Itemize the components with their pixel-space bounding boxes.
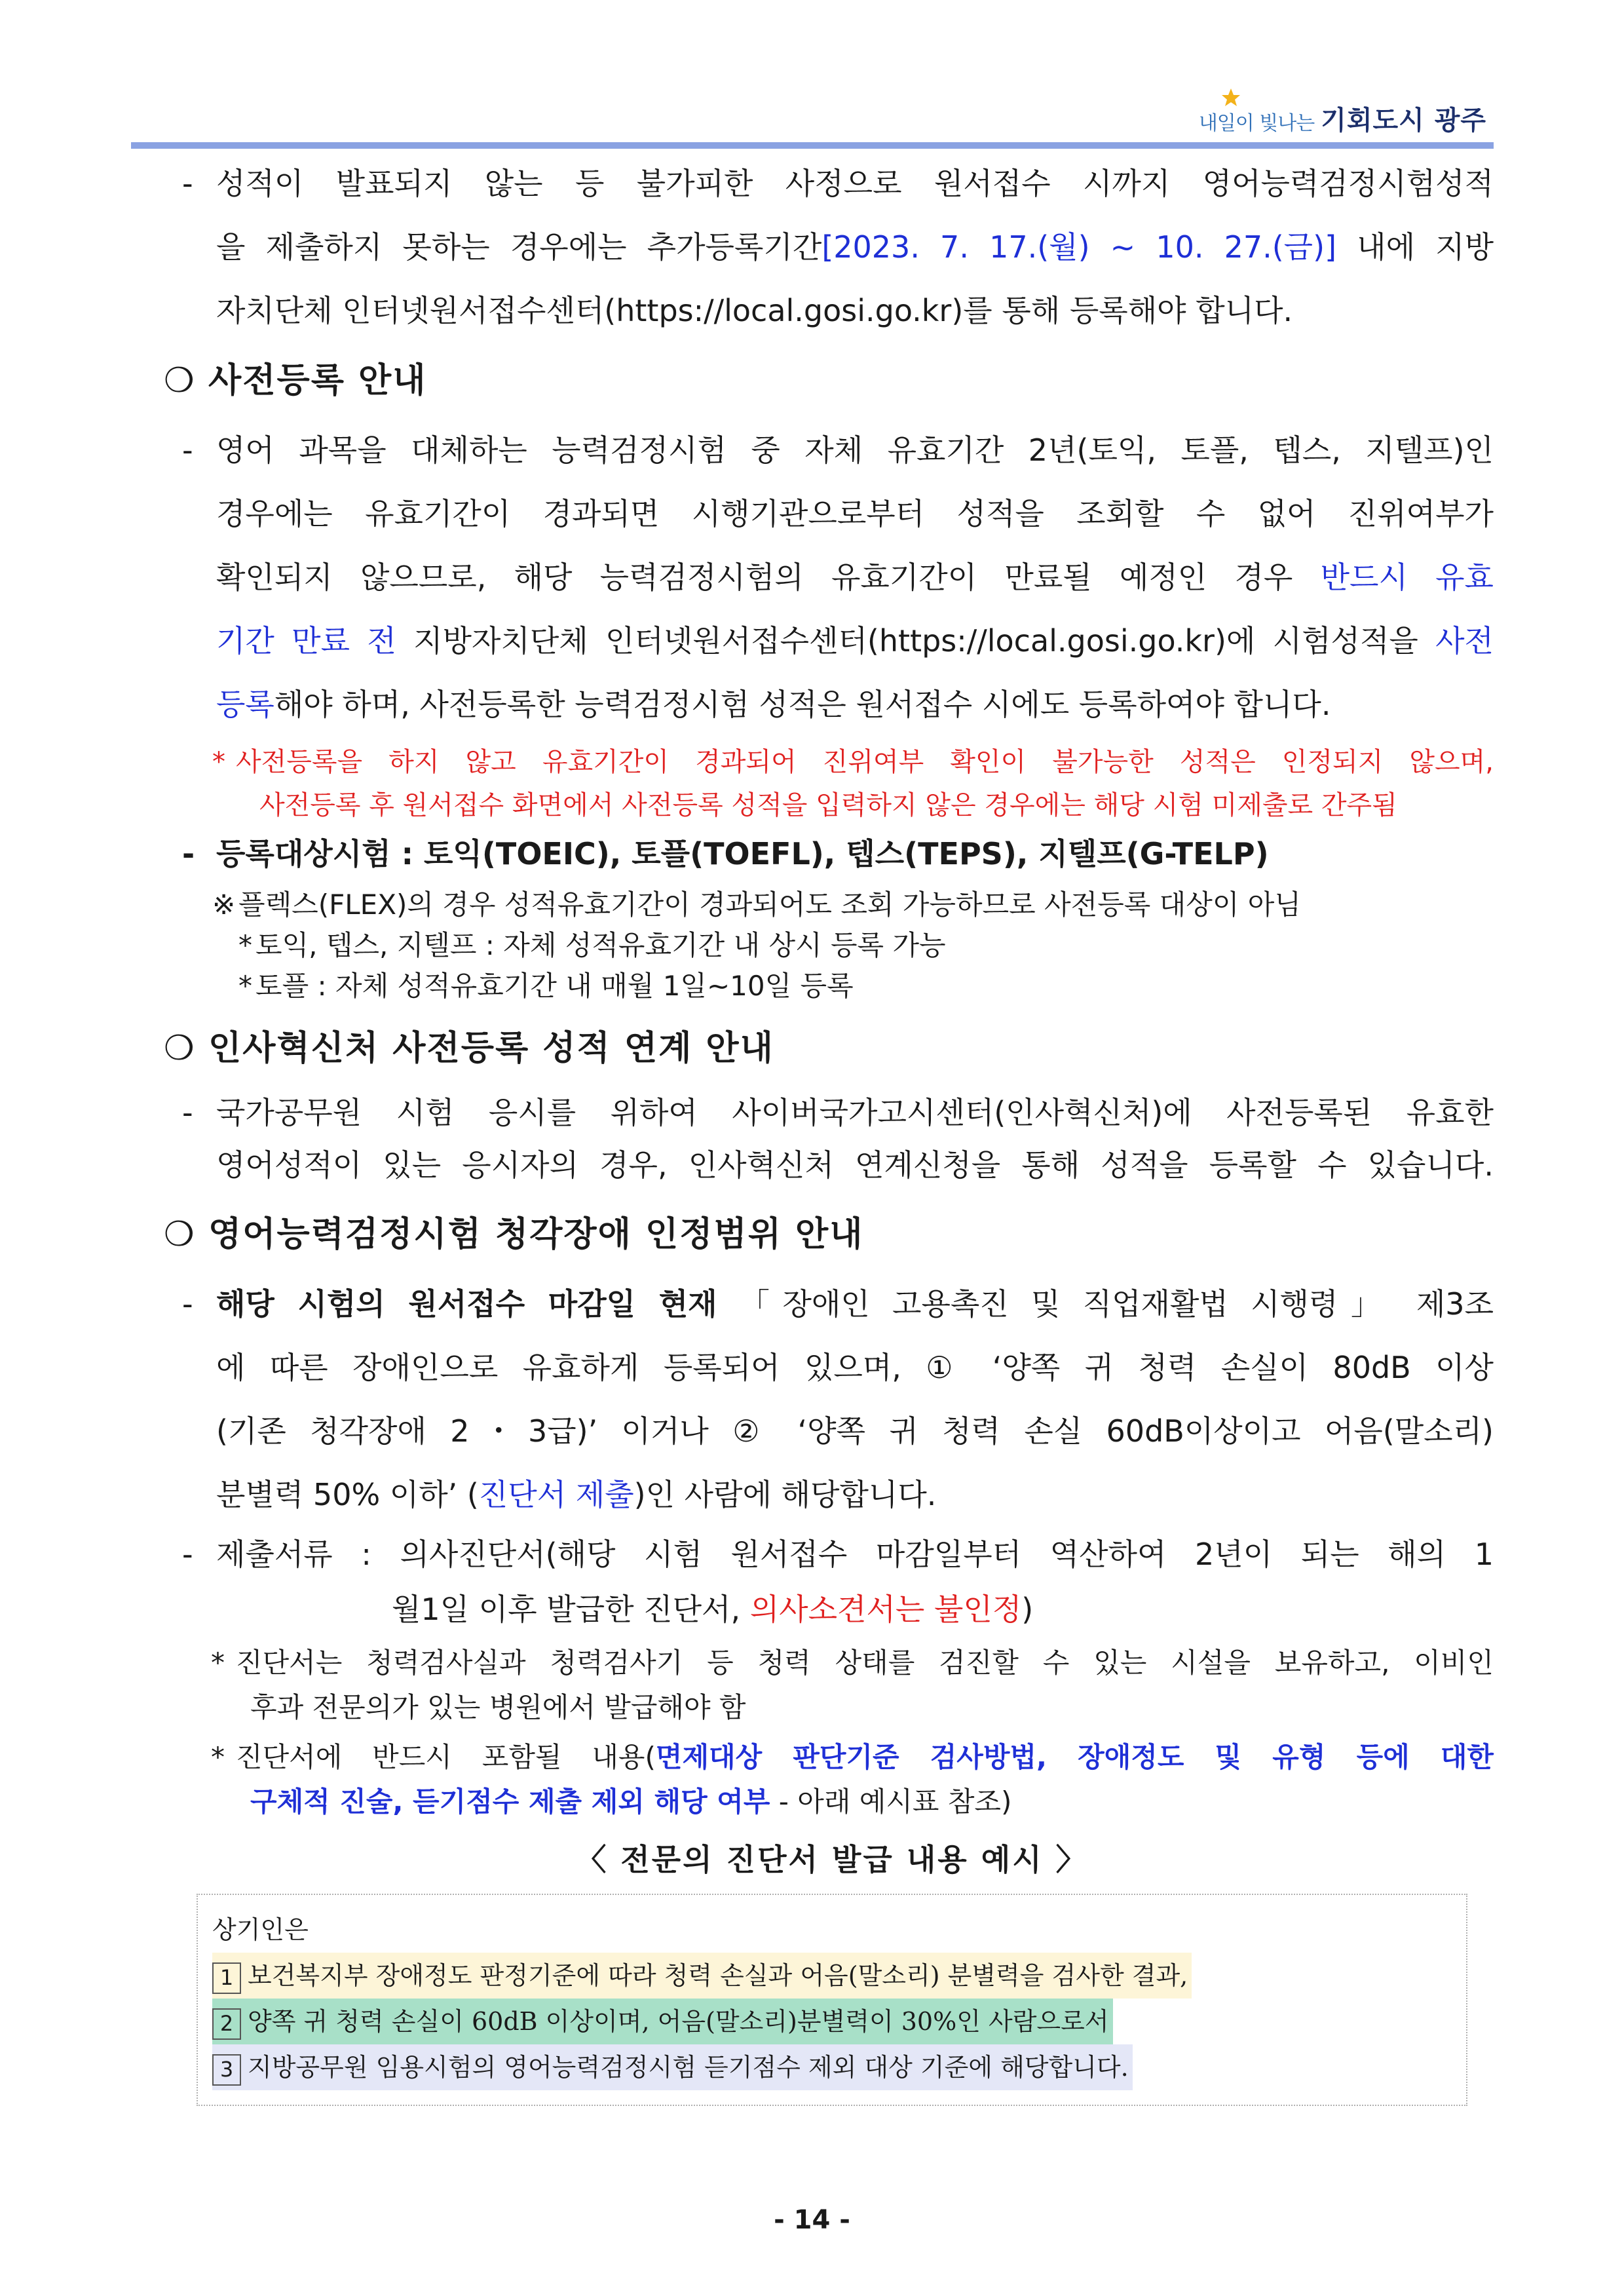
text-line: 등록해야 하며, 사전등록한 능력검정시험 성적은 원서접수 시에도 등록하여야 합니다. [216, 687, 1331, 722]
text-line: 영어 과목을 대체하는 능력검정시험 중 자체 유효기간 2년(토익, 토플, 텝스, 지텔프)인 [216, 432, 1494, 468]
reference-flex: ※ 플렉스(FLEX)의 경우 성적유효기간이 경과되어도 조회 가능하므로 사전등록 대상이 아님 [212, 889, 1301, 921]
paragraph-hearing-criteria: - 해당 시험의 원서접수 마감일 현재 「장애인 고용촉진 및 직업재활법 시행령」 제3조 에 따른 장애인으로 유효하게 등록되어 있으며, ① ‘양쪽 귀 청력 손실이 80dB 이상 (기존 청각장애 2・3급)’ 이거나 ② ‘양쪽 귀 청력 손실 60dB이상이고 어음(말소리) 분별력 50% 이하’ (진단서 제출)인 사람에 해당합니다. [182, 1286, 1494, 1512]
note-certificate-hospital: * 진단서는 청력검사실과 청력검사기 등 청력 상태를 검진할 수 있는 시설을 보유하고, 이비인 후과 전문의가 있는 병원에서 발급해야 함 [211, 1647, 1494, 1723]
section-heading-linkage: ❍ 인사혁신처 사전등록 성적 연계 안내 [164, 1028, 774, 1068]
text-line: 경우에는 유효기간이 경과되면 시행기관으로부터 성적을 조회할 수 없어 진위여부가 [216, 496, 1494, 531]
text-line: 자치단체 인터넷원서접수센터(https://local.gosi.go.kr)를 통해 등록해야 합니다. [216, 293, 1293, 328]
star-icon [1221, 88, 1241, 107]
registration-period: [2023. 7. 17.(월) ~ 10. 27.(금)] [821, 229, 1337, 265]
reference-toefl: * 토플 : 자체 성적유효기간 내 매월 1일~10일 등록 [238, 970, 854, 1002]
registration-target-exams: - 등록대상시험 : 토익(TOEIC), 토플(TOEFL), 텝스(TEPS), 지텔프(G-TELP) [182, 836, 1269, 871]
reference-toeic: * 토익, 텝스, 지텔프 : 자체 성적유효기간 내 상시 등록 가능 [238, 929, 946, 961]
dash-marker: - [182, 166, 193, 201]
paragraph-preregistration [170, 419, 1494, 737]
reference-notes [170, 885, 1494, 1006]
header-slogan: 내일이 빛나는 [1198, 112, 1315, 135]
text-line: 기간 만료 전 지방자치단체 인터넷원서접수센터(https://local.gosi.go.kr)에 시험성적을 사전 [216, 623, 1494, 659]
example-item-2: 2 양쪽 귀 청력 손실이 60dB 이상이며, 어음(말소리)분별력이 30%인 사람으로서 [212, 1999, 1452, 2044]
example-caption: 〈 전문의 진단서 발급 내용 예시 〉 [576, 1842, 1088, 1877]
text-line: 성적이 발표되지 않는 등 불가피한 사정으로 원서접수 시까지 영어능력검정시험성적 [216, 166, 1494, 201]
example-item-3: 3 지방공무원 임용시험의 영어능력검정시험 듣기점수 제외 대상 기준에 해당합니다. [212, 2044, 1452, 2090]
header-divider [131, 142, 1494, 149]
paragraph-linkage: - 국가공무원 시험 응시를 위하여 사이버국가고시센터(인사혁신처)에 사전등록된 유효한 영어성적이 있는 응시자의 경우, 인사혁신처 연계신청을 통해 성적을 등록할 수 있습니다. [182, 1095, 1494, 1183]
example-item-1: 1 보건복지부 장애정도 판정기준에 따라 청력 손실과 어음(말소리) 분별력을 검사한 결과, [212, 1953, 1452, 1999]
text-line: 확인되지 않으므로, 해당 능력검정시험의 유효기간이 만료될 예정인 경우 반드시 유효 [216, 560, 1494, 595]
paragraph-additional-registration [170, 152, 1494, 343]
header-logo [1199, 92, 1486, 144]
header-city: 기회도시 광주 [1321, 105, 1486, 136]
note-certificate-contents: * 진단서에 반드시 포함될 내용(면제대상 판단기준 검사방법, 장애정도 및 유형 등에 대한 구체적 진술, 듣기점수 제출 제외 해당 여부 - 아래 예시표 참조) [211, 1741, 1494, 1818]
document-body [164, 152, 1494, 2106]
example-certificate-box [197, 1894, 1467, 2106]
example-intro: 상기인은 [212, 1915, 309, 1944]
text-line: 을 제출하지 못하는 경우에는 추가등록기간[2023. 7. 17.(월) ~ 10. 27.(금)] 내에 지방 [216, 229, 1494, 265]
paragraph-required-documents: - 제출서류 : 의사진단서(해당 시험 원서접수 마감일부터 역산하여 2년이 되는 해의 1 월1일 이후 발급한 진단서, 의사소견서는 불인정) [182, 1537, 1494, 1627]
section-heading-preregistration: ❍ 사전등록 안내 [164, 360, 427, 400]
page-number: - 14 - [774, 2205, 850, 2235]
section-heading-hearing-impairment: ❍ 영어능력검정시험 청각장애 인정범위 안내 [164, 1214, 864, 1254]
warning-note: * 사전등록을 하지 않고 유효기간이 경과되어 진위여부 확인이 불가능한 성적은 인정되지 않으며, 사전등록 후 원서접수 화면에서 사전등록 성적을 입력하지 않은 경우에는 해당 시험 미제출로 간주됨 [212, 747, 1494, 820]
dash-marker: - [182, 432, 193, 468]
